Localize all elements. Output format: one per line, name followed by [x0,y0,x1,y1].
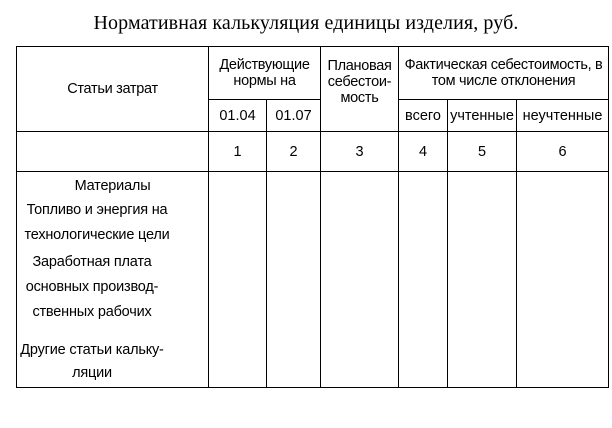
header-total: всего [399,100,448,132]
header-current-norms: Действующие нормы на [209,47,321,100]
header-norm-date-1: 01.04 [209,100,267,132]
header-cost-items: Статьи затрат [17,47,209,132]
cost-item-other: Другие статьи кальку-ляции [20,341,164,381]
data-cell [267,172,321,388]
data-cell [209,172,267,388]
column-number: 6 [517,132,609,172]
cost-items-list [17,172,209,388]
calculation-table [16,46,609,388]
column-number: 3 [321,132,399,172]
column-numbers-row [17,132,609,172]
data-cell [448,172,517,388]
header-accounted: учтенные [448,100,517,132]
column-number: 1 [209,132,267,172]
column-number: 2 [267,132,321,172]
header-planned-cost: Плановая себестои-мость [321,47,399,132]
column-number: 5 [448,132,517,172]
header-actual-cost: Фактическая себестоимость, в том числе отклонения [399,47,609,100]
page-title: Нормативная калькуляция единицы изделия, руб. [93,12,519,34]
header-row-1 [17,47,609,100]
cost-item-fuel-energy: Топливо и энергия на технологические цели [24,201,170,243]
header-norm-date-2: 01.07 [267,100,321,132]
cost-item-wages: Заработная плата основных производ-ственных рабочих [25,253,159,320]
column-number: 4 [399,132,448,172]
data-cell [517,172,609,388]
cost-item-materials: Материалы [74,177,151,194]
body-row [17,172,609,388]
data-cell [399,172,448,388]
column-number-blank [17,132,209,172]
data-cell [321,172,399,388]
header-unaccounted: неучтенные [517,100,609,132]
